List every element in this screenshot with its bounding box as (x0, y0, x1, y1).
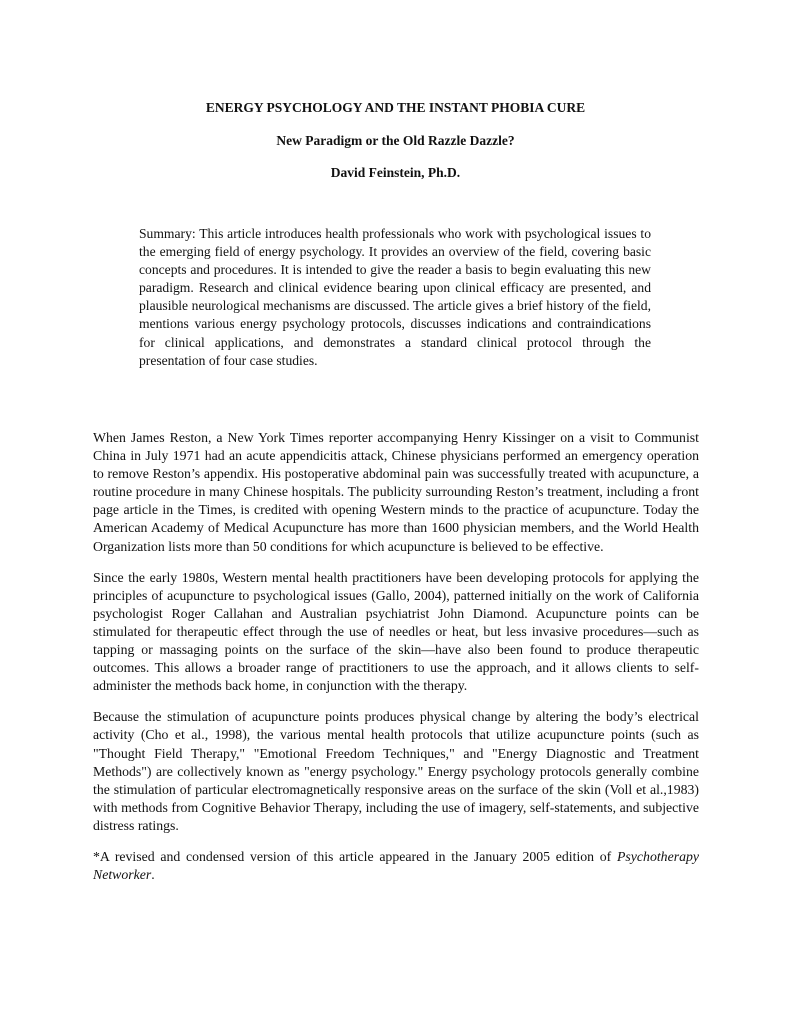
footnote-publication: Psychotherapy Networker (93, 848, 699, 883)
body-paragraph-2: Since the early 1980s, Western mental health practitioners have been developing protocols for applying the principles of acupuncture to psychological issues (Gallo, 2004), patterned initially on the work of California psychologist Roger Callahan and Australian psychiatrist John Diamond. Acupuncture points can be stimulated for therapeutic effect through the use of needles or heat, but less invasive procedures—such as tapping or massaging points on the surface of the skin—have also been found to produce therapeutic outcomes. This allows a broader range of practitioners to use the approach, and it allows clients to self-administer the methods back home, in conjunction with the therapy. (93, 569, 699, 694)
footnote-text: *A revised and condensed version of this article appeared in the January 2005 edition of (93, 848, 617, 864)
body-paragraph-1: When James Reston, a New York Times reporter accompanying Henry Kissinger on a visit to Communist China in July 1971 had an acute appendicitis attack, Chinese physicians performed an emergency operation to remove Reston’s appendix. His postoperative abdominal pain was successfully treated with acupuncture, a routine procedure in many Chinese hospitals. The publicity surrounding Reston’s treatment, including a front page article in the Times, is credited with opening Western minds to the practice of acupuncture. Today the American Academy of Medical Acupuncture has more than 1600 physician members, and the World Health Organization lists more than 50 conditions for which acupuncture is believed to be effective. (93, 430, 699, 554)
summary-paragraph: Summary: This article introduces health professionals who work with psychological issues to the emerging field of energy psychology. It provides an overview of the field, covering basic concepts and procedures. It is intended to give the reader a basis to begin evaluating this new paradigm. Research and clinical evidence bearing upon clinical efficacy are presented, and plausible neurological mechanisms are discussed. The article gives a brief history of the field, mentions various energy psychology protocols, discusses indications and contraindications for clinical applications, and demonstrates a standard clinical protocol through the presentation of four case studies. (139, 226, 651, 368)
body-paragraph-3: Because the stimulation of acupuncture points produces physical change by altering the body’s electrical activity (Cho et al., 1998), the various mental health protocols that utilize acupuncture points (such as "Thought Field Therapy," "Emotional Freedom Techniques," and "Energy Diagnostic and Treatment Methods") are collectively known as "energy psychology." Energy psychology protocols generally combine the stimulation of particular electromagnetically responsive areas on the surface of the skin (Voll et al.,1983) with methods from Cognitive Behavior Therapy, including the use of imagery, self-statements, and subjective distress ratings. (93, 709, 699, 833)
article-title: ENERGY PSYCHOLOGY AND THE INSTANT PHOBIA CURE (205, 100, 586, 115)
footnote-end: . (151, 867, 155, 883)
article-author: David Feinstein, Ph.D. (330, 165, 461, 180)
footnote (93, 848, 699, 884)
article-body (93, 429, 699, 884)
article-subtitle: New Paradigm or the Old Razzle Dazzle? (276, 133, 515, 148)
